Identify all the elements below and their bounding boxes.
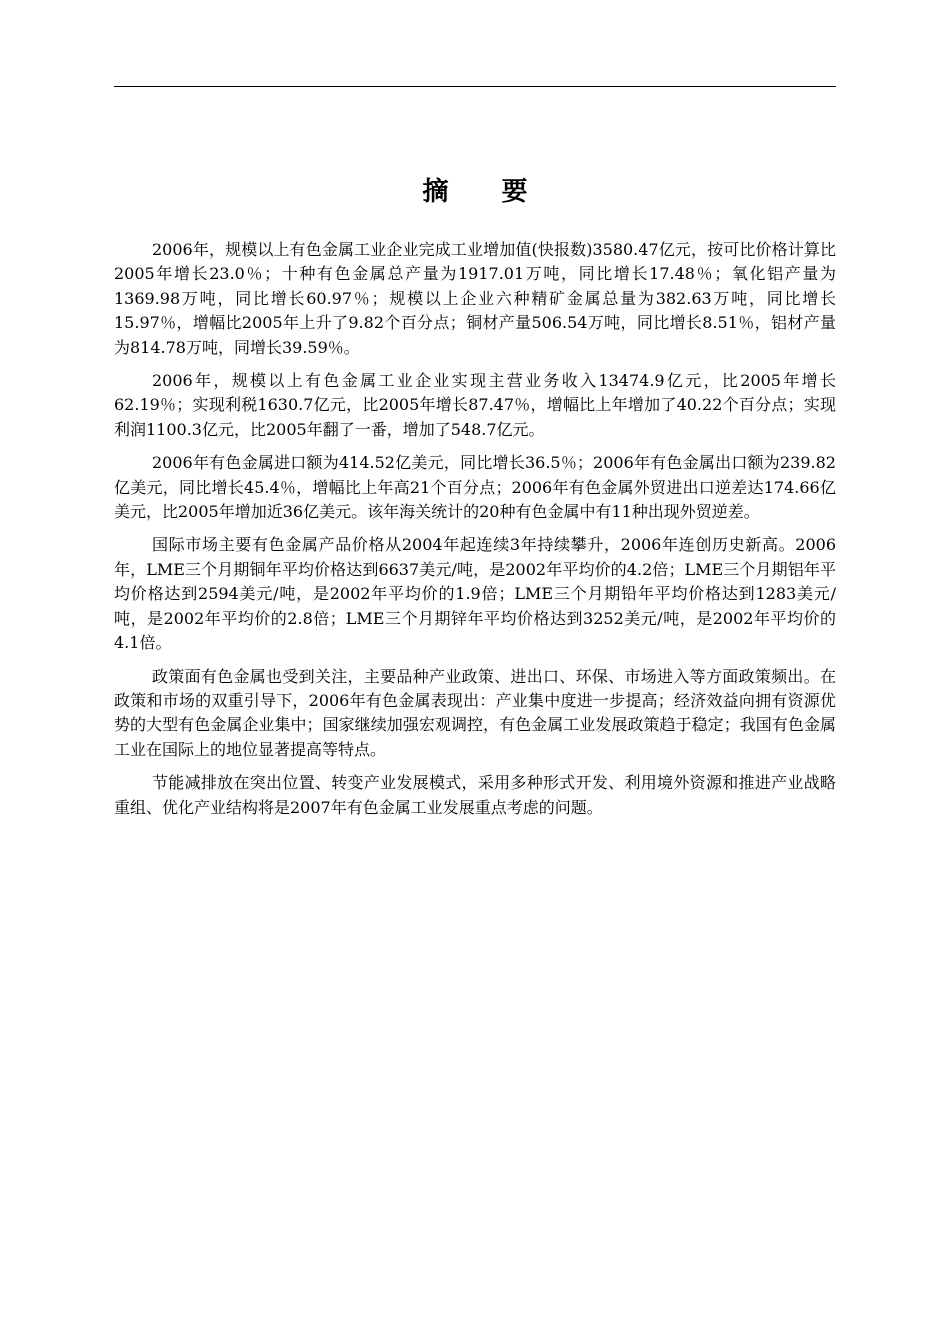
paragraph-outlook: 节能减排放在突出位置、转变产业发展模式，采用多种形式开发、利用境外资源和推进产业战略重组、优化产业结构将是2007年有色金属工业发展重点考虑的问题。 [114, 773, 836, 817]
paragraph-trade: 2006年有色金属进口额为414.52亿美元，同比增长36.5％；2006年有色金属出口额为239.82亿美元，同比增长45.4％，增幅比上年高21个百分点；2006年有色金属外贸进出口逆差达174.66亿美元，比2005年增加近36亿美元。该年海关统计的20种有色金属中有11种出现外贸逆差。 [114, 453, 836, 522]
abstract-body [114, 238, 836, 829]
paragraph-prices: 国际市场主要有色金属产品价格从2004年起连续3年持续攀升，2006年连创历史新高。2006年，LME三个月期铜年平均价格达到6637美元/吨，是2002年平均价的4.2倍；LME三个月期铝年平均价格达到2594美元/吨，是2002年平均价的1.9倍；LME三个月期铅年平均价格达到1283美元/吨，是2002年平均价的2.8倍；LME三个月期锌年平均价格达到3252美元/吨，是2002年平均价的4.1倍。 [114, 535, 836, 653]
page-title: 摘 要 [422, 177, 550, 207]
header-rule [114, 86, 836, 87]
paragraph-production: 2006年，规模以上有色金属工业企业完成工业增加值(快报数)3580.47亿元，按可比价格计算比2005年增长23.0％；十种有色金属总产量为1917.01万吨，同比增长17.48％；氧化铝产量为1369.98万吨，同比增长60.97％；规模以上企业六种精矿金属总量为382.63万吨，同比增长15.97％，增幅比2005年上升了9.82个百分点；铜材产量506.54万吨，同比增长8.51％，铝材产量为814.78万吨，同增长39.59％。 [114, 240, 836, 357]
paragraph-revenue: 2006年，规模以上有色金属工业企业实现主营业务收入13474.9亿元，比2005年增长62.19％；实现利税1630.7亿元，比2005年增长87.47％，增幅比上年增加了40.22个百分点；实现利润1100.3亿元，比2005年翻了一番，增加了548.7亿元。 [114, 371, 836, 439]
paragraph-policy: 政策面有色金属也受到关注，主要品种产业政策、进出口、环保、市场进入等方面政策频出。在政策和市场的双重引导下，2006年有色金属表现出：产业集中度进一步提高；经济效益向拥有资源优势的大型有色金属企业集中；国家继续加强宏观调控，有色金属工业发展政策趋于稳定；我国有色金属工业在国际上的地位显著提高等特点。 [114, 666, 836, 759]
